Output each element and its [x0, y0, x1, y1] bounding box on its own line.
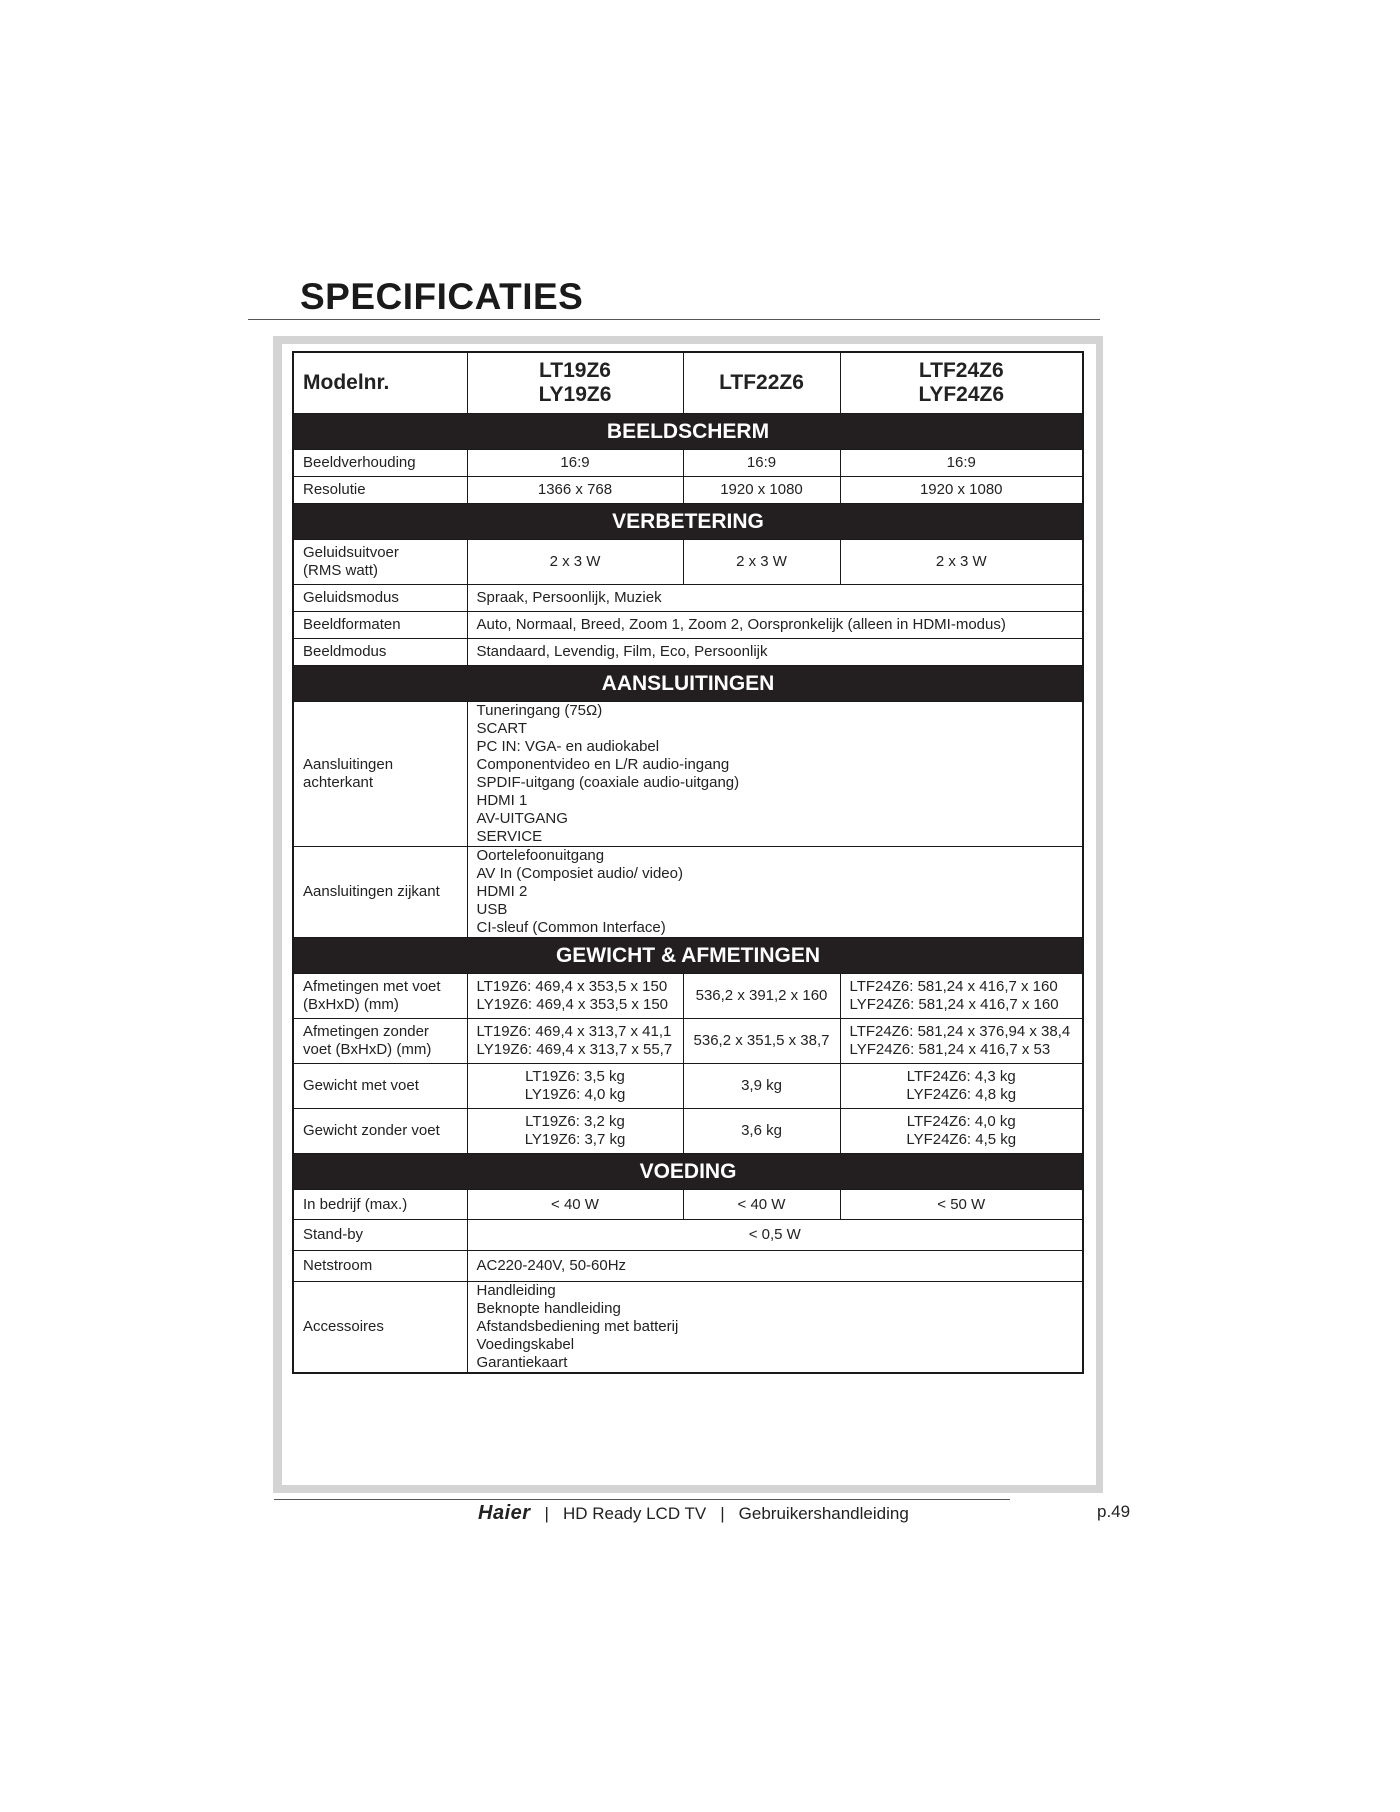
cell-value	[840, 974, 1083, 1019]
page-title: SPECIFICATIES	[300, 276, 584, 317]
model-name: LT19Z6	[539, 359, 611, 382]
cell-line: LYF24Z6: 4,5 kg	[906, 1131, 1017, 1148]
model-col-2	[683, 352, 840, 414]
table-row	[293, 702, 1083, 847]
model-col-1	[467, 352, 683, 414]
row-label	[293, 540, 467, 585]
list-item: AV In (Composiet audio/ video)	[476, 865, 683, 882]
cell-list	[467, 702, 1083, 847]
section-header-power	[293, 1154, 1083, 1190]
footer-document: Gebruikershandleiding	[738, 1503, 909, 1523]
row-label: In bedrijf (max.)	[293, 1190, 467, 1220]
cell-value: 3,9 kg	[683, 1064, 840, 1109]
cell-value: 1920 x 1080	[840, 477, 1083, 504]
row-label: Aansluitingen zijkant	[293, 847, 467, 938]
section-header-display	[293, 414, 1083, 450]
cell-line: LT19Z6: 3,2 kg	[525, 1113, 625, 1130]
table-row	[293, 974, 1083, 1019]
model-name: LYF24Z6	[918, 383, 1005, 406]
cell-line: LY19Z6: 3,7 kg	[524, 1131, 626, 1148]
model-col-3	[840, 352, 1083, 414]
page-number: p.49	[1097, 1502, 1131, 1521]
list-item: AV-UITGANG	[476, 810, 568, 827]
cell-value	[840, 1019, 1083, 1064]
cell-line: LTF24Z6: 4,3 kg	[906, 1068, 1016, 1085]
cell-value	[840, 1064, 1083, 1109]
footer-product: HD Ready LCD TV	[562, 1503, 707, 1523]
cell-value: 536,2 x 351,5 x 38,7	[683, 1019, 840, 1064]
row-label-line: voet (BxHxD) (mm)	[303, 1041, 432, 1058]
table-header-row	[293, 352, 1083, 414]
cell-value: 1920 x 1080	[683, 477, 840, 504]
cell-line: LY19Z6: 469,4 x 313,7 x 55,7	[476, 1041, 673, 1058]
cell-line: LTF24Z6: 581,24 x 376,94 x 38,4	[849, 1023, 1071, 1040]
cell-value: AC220-240V, 50-60Hz	[467, 1251, 1083, 1282]
model-name: LTF24Z6	[918, 359, 1004, 382]
list-item: Garantiekaart	[476, 1354, 568, 1371]
table-row	[293, 1109, 1083, 1154]
cell-value: 16:9	[683, 450, 840, 477]
table-row	[293, 1190, 1083, 1220]
list-item: SPDIF-uitgang (coaxiale audio-uitgang)	[476, 774, 740, 791]
row-label-line: Afmetingen zonder	[303, 1023, 429, 1040]
row-label-line: (RMS watt)	[303, 562, 378, 579]
cell-value	[467, 1109, 683, 1154]
cell-value: 2 x 3 W	[683, 540, 840, 585]
section-title: BEELDSCHERM	[293, 414, 1083, 450]
list-item: SERVICE	[476, 828, 543, 845]
list-item: HDMI 1	[476, 792, 528, 809]
row-label: Accessoires	[293, 1282, 467, 1374]
footer-separator: |	[544, 1503, 549, 1523]
cell-value: Auto, Normaal, Breed, Zoom 1, Zoom 2, Oorspronkelijk (alleen in HDMI-modus)	[467, 612, 1083, 639]
table-row	[293, 540, 1083, 585]
model-name: LTF22Z6	[719, 371, 804, 394]
table-row	[293, 1251, 1083, 1282]
list-item: USB	[476, 901, 508, 918]
cell-line: LT19Z6: 3,5 kg	[525, 1068, 625, 1085]
cell-value: 1366 x 768	[467, 477, 683, 504]
cell-value: < 40 W	[683, 1190, 840, 1220]
cell-value: 2 x 3 W	[840, 540, 1083, 585]
cell-value: 2 x 3 W	[467, 540, 683, 585]
cell-line: LTF24Z6: 4,0 kg	[906, 1113, 1016, 1130]
section-title: AANSLUITINGEN	[293, 666, 1083, 702]
list-item: CI-sleuf (Common Interface)	[476, 919, 666, 936]
list-item: Beknopte handleiding	[476, 1300, 621, 1317]
row-label	[293, 1019, 467, 1064]
row-label-line: achterkant	[303, 774, 374, 791]
cell-list	[467, 1282, 1083, 1374]
list-item: Componentvideo en L/R audio-ingang	[476, 756, 730, 773]
cell-line: LYF24Z6: 581,24 x 416,7 x 160	[849, 996, 1059, 1013]
cell-line: LY19Z6: 4,0 kg	[524, 1086, 626, 1103]
row-label: Netstroom	[293, 1251, 467, 1282]
cell-value: 536,2 x 391,2 x 160	[683, 974, 840, 1019]
footer-divider	[274, 1499, 1010, 1500]
section-title: VERBETERING	[293, 504, 1083, 540]
cell-line: LT19Z6: 469,4 x 353,5 x 150	[476, 978, 668, 995]
table-row	[293, 477, 1083, 504]
row-label	[293, 702, 467, 847]
row-label: Beeldverhouding	[293, 450, 467, 477]
row-label: Beeldmodus	[293, 639, 467, 666]
cell-line: LYF24Z6: 4,8 kg	[906, 1086, 1017, 1103]
table-row	[293, 1019, 1083, 1064]
section-header-enhancement	[293, 504, 1083, 540]
table-row	[293, 847, 1083, 938]
row-label-line: Geluidsuitvoer	[303, 544, 399, 561]
table-row	[293, 450, 1083, 477]
cell-value: 16:9	[840, 450, 1083, 477]
section-title: VOEDING	[293, 1154, 1083, 1190]
spec-table	[292, 351, 1084, 1374]
cell-value	[840, 1109, 1083, 1154]
cell-line: LT19Z6: 469,4 x 313,7 x 41,1	[476, 1023, 672, 1040]
row-label: Beeldformaten	[293, 612, 467, 639]
cell-line: LYF24Z6: 581,24 x 416,7 x 53	[849, 1041, 1051, 1058]
footer-separator: |	[720, 1503, 725, 1523]
row-label: Geluidsmodus	[293, 585, 467, 612]
list-item: PC IN: VGA- en audiokabel	[476, 738, 660, 755]
table-row	[293, 1282, 1083, 1374]
list-item: Oortelefoonuitgang	[476, 847, 605, 864]
cell-value	[467, 1064, 683, 1109]
table-row	[293, 585, 1083, 612]
list-item: Afstandsbediening met batterij	[476, 1318, 679, 1335]
section-header-connections	[293, 666, 1083, 702]
row-label-line: Aansluitingen	[303, 756, 394, 773]
brand-logo: Haier	[478, 1502, 531, 1524]
row-label	[293, 974, 467, 1019]
model-number-label: Modelnr.	[293, 352, 467, 414]
cell-line: LY19Z6: 469,4 x 353,5 x 150	[476, 996, 669, 1013]
cell-line: LTF24Z6: 581,24 x 416,7 x 160	[849, 978, 1058, 995]
table-row	[293, 1220, 1083, 1251]
list-item: Handleiding	[476, 1282, 556, 1299]
cell-value	[467, 974, 683, 1019]
section-header-weight-dimensions	[293, 938, 1083, 974]
model-name: LY19Z6	[538, 383, 612, 406]
list-item: Tuneringang (75Ω)	[476, 702, 603, 719]
title-divider	[248, 319, 1100, 320]
cell-value: Spraak, Persoonlijk, Muziek	[467, 585, 1083, 612]
row-label: Gewicht zonder voet	[293, 1109, 467, 1154]
cell-value: Standaard, Levendig, Film, Eco, Persoonlijk	[467, 639, 1083, 666]
cell-value: < 50 W	[840, 1190, 1083, 1220]
table-row	[293, 639, 1083, 666]
cell-value	[467, 1019, 683, 1064]
page-footer	[478, 1502, 923, 1525]
cell-value: 16:9	[467, 450, 683, 477]
section-title: GEWICHT & AFMETINGEN	[293, 938, 1083, 974]
row-label: Resolutie	[293, 477, 467, 504]
cell-value: < 0,5 W	[467, 1220, 1083, 1251]
row-label-line: Afmetingen met voet	[303, 978, 441, 995]
cell-value: < 40 W	[467, 1190, 683, 1220]
list-item: SCART	[476, 720, 528, 737]
list-item: HDMI 2	[476, 883, 528, 900]
cell-list	[467, 847, 1083, 938]
row-label: Gewicht met voet	[293, 1064, 467, 1109]
table-row	[293, 612, 1083, 639]
list-item: Voedingskabel	[476, 1336, 575, 1353]
row-label: Stand-by	[293, 1220, 467, 1251]
cell-value: 3,6 kg	[683, 1109, 840, 1154]
table-row	[293, 1064, 1083, 1109]
row-label-line: (BxHxD) (mm)	[303, 996, 399, 1013]
